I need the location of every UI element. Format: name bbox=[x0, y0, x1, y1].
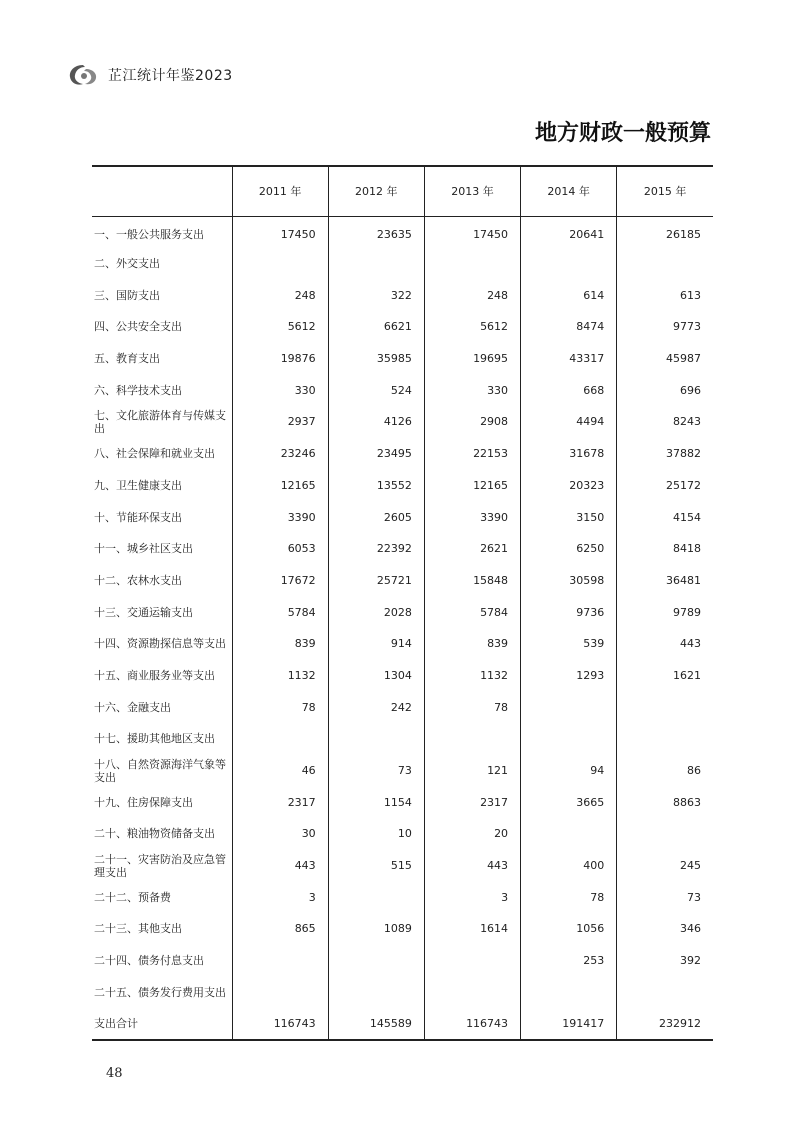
table-cell: 400 bbox=[521, 850, 617, 882]
table-cell: 2621 bbox=[424, 533, 520, 565]
row-label: 四、公共安全支出 bbox=[94, 320, 182, 334]
table-cell: 2317 bbox=[232, 786, 328, 818]
table-cell: 3665 bbox=[521, 786, 617, 818]
row-label: 十六、金融支出 bbox=[94, 700, 171, 714]
table-cell: 73 bbox=[617, 881, 713, 913]
table-cell bbox=[328, 977, 424, 1009]
table-cell: 25172 bbox=[617, 470, 713, 502]
table-row bbox=[92, 786, 713, 818]
table-cell: 248 bbox=[232, 279, 328, 311]
row-label: 十九、住房保障支出 bbox=[94, 795, 193, 809]
table-row bbox=[92, 755, 713, 787]
row-label: 七、文化旅游体育与传媒支出 bbox=[94, 408, 226, 435]
table-row bbox=[92, 660, 713, 692]
table-cell: 3150 bbox=[521, 501, 617, 533]
table-row bbox=[92, 311, 713, 343]
table-cell: 45987 bbox=[617, 343, 713, 375]
table-row bbox=[92, 279, 713, 311]
column-header: 2013 年 bbox=[424, 166, 520, 216]
table-row bbox=[92, 374, 713, 406]
row-label: 十、节能环保支出 bbox=[94, 510, 182, 524]
table-row bbox=[92, 406, 713, 438]
table-cell: 1056 bbox=[521, 913, 617, 945]
row-label: 八、社会保障和就业支出 bbox=[94, 447, 215, 461]
table-cell: 9773 bbox=[617, 311, 713, 343]
table-cell: 78 bbox=[521, 881, 617, 913]
table-row bbox=[92, 881, 713, 913]
table-cell bbox=[617, 723, 713, 755]
row-label: 二十三、其他支出 bbox=[94, 922, 182, 936]
table-cell bbox=[521, 248, 617, 280]
table-cell bbox=[617, 248, 713, 280]
table-cell bbox=[424, 945, 520, 977]
table-cell: 4126 bbox=[328, 406, 424, 438]
table-cell: 5612 bbox=[232, 311, 328, 343]
table-cell: 914 bbox=[328, 628, 424, 660]
table-cell: 6621 bbox=[328, 311, 424, 343]
table-cell: 232912 bbox=[617, 1008, 713, 1040]
table-cell: 78 bbox=[424, 691, 520, 723]
table-cell: 1089 bbox=[328, 913, 424, 945]
table-cell bbox=[424, 248, 520, 280]
table-cell bbox=[617, 977, 713, 1009]
table-cell: 1154 bbox=[328, 786, 424, 818]
table-cell: 443 bbox=[232, 850, 328, 882]
table-row bbox=[92, 438, 713, 470]
table-cell bbox=[521, 691, 617, 723]
table-cell: 539 bbox=[521, 628, 617, 660]
row-label: 二十一、灾害防治及应急管理支出 bbox=[94, 852, 226, 879]
table-cell: 37882 bbox=[617, 438, 713, 470]
row-label: 六、科学技术支出 bbox=[94, 383, 182, 397]
table-cell: 1132 bbox=[424, 660, 520, 692]
table-cell bbox=[521, 818, 617, 850]
table-cell: 20 bbox=[424, 818, 520, 850]
table-cell: 865 bbox=[232, 913, 328, 945]
table-cell bbox=[328, 945, 424, 977]
row-label: 支出合计 bbox=[92, 1008, 232, 1040]
row-label: 二十二、预备费 bbox=[94, 890, 171, 904]
table-cell: 6250 bbox=[521, 533, 617, 565]
table-cell: 5784 bbox=[232, 596, 328, 628]
table-cell: 15848 bbox=[424, 565, 520, 597]
table-cell: 30 bbox=[232, 818, 328, 850]
table-cell: 5784 bbox=[424, 596, 520, 628]
table-row bbox=[92, 501, 713, 533]
table-row bbox=[92, 691, 713, 723]
row-label: 十五、商业服务业等支出 bbox=[94, 668, 215, 682]
table-cell: 9789 bbox=[617, 596, 713, 628]
table-cell: 3 bbox=[232, 881, 328, 913]
table-cell: 2908 bbox=[424, 406, 520, 438]
table-cell: 17672 bbox=[232, 565, 328, 597]
table-cell: 22392 bbox=[328, 533, 424, 565]
table-row bbox=[92, 977, 713, 1009]
row-label: 十四、资源勘探信息等支出 bbox=[94, 637, 226, 651]
table-cell: 2605 bbox=[328, 501, 424, 533]
table-cell: 35985 bbox=[328, 343, 424, 375]
table-cell: 20641 bbox=[521, 216, 617, 248]
table-cell: 2317 bbox=[424, 786, 520, 818]
row-label: 一、一般公共服务支出 bbox=[94, 227, 204, 241]
table-cell: 9736 bbox=[521, 596, 617, 628]
table-cell: 839 bbox=[232, 628, 328, 660]
row-label: 二十五、债务发行费用支出 bbox=[94, 985, 226, 999]
table-cell: 392 bbox=[617, 945, 713, 977]
table-cell: 4494 bbox=[521, 406, 617, 438]
table-cell: 2937 bbox=[232, 406, 328, 438]
table-cell: 8243 bbox=[617, 406, 713, 438]
table-cell bbox=[617, 818, 713, 850]
table-cell: 839 bbox=[424, 628, 520, 660]
row-label: 二、外交支出 bbox=[94, 257, 160, 271]
table-cell: 696 bbox=[617, 374, 713, 406]
table-cell: 443 bbox=[424, 850, 520, 882]
table-cell bbox=[424, 723, 520, 755]
table-cell bbox=[617, 691, 713, 723]
table-row bbox=[92, 723, 713, 755]
table-cell bbox=[521, 723, 617, 755]
table-row bbox=[92, 850, 713, 882]
table-cell: 73 bbox=[328, 755, 424, 787]
table-cell: 20323 bbox=[521, 470, 617, 502]
table-cell bbox=[232, 723, 328, 755]
table-cell: 116743 bbox=[232, 1008, 328, 1040]
table-cell: 330 bbox=[424, 374, 520, 406]
row-label: 十一、城乡社区支出 bbox=[94, 542, 193, 556]
table-cell: 12165 bbox=[424, 470, 520, 502]
table-cell: 121 bbox=[424, 755, 520, 787]
row-label: 二十、粮油物资储备支出 bbox=[94, 827, 215, 841]
table-cell: 2028 bbox=[328, 596, 424, 628]
table-cell: 253 bbox=[521, 945, 617, 977]
table-cell: 23495 bbox=[328, 438, 424, 470]
table-cell: 443 bbox=[617, 628, 713, 660]
table-row bbox=[92, 470, 713, 502]
table-cell: 19695 bbox=[424, 343, 520, 375]
table-cell: 145589 bbox=[328, 1008, 424, 1040]
table-cell: 248 bbox=[424, 279, 520, 311]
row-label: 五、教育支出 bbox=[94, 352, 160, 366]
table-cell: 613 bbox=[617, 279, 713, 311]
page-number: 48 bbox=[106, 1066, 123, 1081]
column-header bbox=[92, 166, 232, 216]
table-cell: 346 bbox=[617, 913, 713, 945]
table-cell: 30598 bbox=[521, 565, 617, 597]
table-cell: 6053 bbox=[232, 533, 328, 565]
table-cell: 36481 bbox=[617, 565, 713, 597]
table-row bbox=[92, 596, 713, 628]
table-cell: 26185 bbox=[617, 216, 713, 248]
table-cell bbox=[232, 945, 328, 977]
table-cell: 13552 bbox=[328, 470, 424, 502]
table-cell: 322 bbox=[328, 279, 424, 311]
table-cell: 8863 bbox=[617, 786, 713, 818]
page-title: 地方财政一般预算 bbox=[534, 120, 711, 146]
table-cell: 17450 bbox=[424, 216, 520, 248]
column-header: 2012 年 bbox=[328, 166, 424, 216]
table-cell: 1621 bbox=[617, 660, 713, 692]
table-cell bbox=[232, 248, 328, 280]
table-row bbox=[92, 216, 713, 248]
budget-table bbox=[92, 165, 713, 1041]
table-cell bbox=[328, 723, 424, 755]
row-label: 十八、自然资源海洋气象等支出 bbox=[94, 757, 226, 784]
row-label: 十三、交通运输支出 bbox=[94, 605, 193, 619]
table-cell: 3390 bbox=[232, 501, 328, 533]
table-cell: 3 bbox=[424, 881, 520, 913]
table-cell: 22153 bbox=[424, 438, 520, 470]
table-cell bbox=[521, 977, 617, 1009]
table-cell: 8474 bbox=[521, 311, 617, 343]
table-cell: 191417 bbox=[521, 1008, 617, 1040]
table-header-row bbox=[92, 166, 713, 216]
row-label: 九、卫生健康支出 bbox=[94, 478, 182, 492]
table-row bbox=[92, 248, 713, 280]
table-cell: 17450 bbox=[232, 216, 328, 248]
row-label: 二十四、债务付息支出 bbox=[94, 954, 204, 968]
table-cell: 116743 bbox=[424, 1008, 520, 1040]
table-cell: 78 bbox=[232, 691, 328, 723]
table-cell: 668 bbox=[521, 374, 617, 406]
table-row bbox=[92, 1008, 713, 1040]
table-body bbox=[92, 216, 713, 1040]
row-label: 十二、农林水支出 bbox=[94, 573, 182, 587]
table-row bbox=[92, 913, 713, 945]
table-cell bbox=[328, 248, 424, 280]
column-header: 2011 年 bbox=[232, 166, 328, 216]
column-header: 2015 年 bbox=[617, 166, 713, 216]
row-label: 三、国防支出 bbox=[94, 288, 160, 302]
budget-table-container bbox=[92, 165, 713, 1041]
table-cell: 3390 bbox=[424, 501, 520, 533]
table-cell: 245 bbox=[617, 850, 713, 882]
table-cell: 1304 bbox=[328, 660, 424, 692]
table-cell: 515 bbox=[328, 850, 424, 882]
book-title: 芷江统计年鉴2023 bbox=[108, 68, 233, 84]
table-cell bbox=[232, 977, 328, 1009]
table-cell: 4154 bbox=[617, 501, 713, 533]
table-cell: 1614 bbox=[424, 913, 520, 945]
table-row bbox=[92, 533, 713, 565]
yearbook-logo-icon bbox=[66, 62, 100, 88]
table-cell: 46 bbox=[232, 755, 328, 787]
table-cell: 86 bbox=[617, 755, 713, 787]
table-cell: 614 bbox=[521, 279, 617, 311]
table-cell: 19876 bbox=[232, 343, 328, 375]
table-cell: 25721 bbox=[328, 565, 424, 597]
table-cell: 12165 bbox=[232, 470, 328, 502]
table-row bbox=[92, 945, 713, 977]
table-cell: 23635 bbox=[328, 216, 424, 248]
table-cell: 524 bbox=[328, 374, 424, 406]
table-row bbox=[92, 343, 713, 375]
row-label: 十七、援助其他地区支出 bbox=[94, 732, 215, 746]
table-cell bbox=[424, 977, 520, 1009]
table-cell: 1293 bbox=[521, 660, 617, 692]
table-cell: 1132 bbox=[232, 660, 328, 692]
table-cell: 242 bbox=[328, 691, 424, 723]
table-cell bbox=[328, 881, 424, 913]
table-cell: 10 bbox=[328, 818, 424, 850]
column-header: 2014 年 bbox=[521, 166, 617, 216]
table-row bbox=[92, 628, 713, 660]
table-cell: 8418 bbox=[617, 533, 713, 565]
table-cell: 5612 bbox=[424, 311, 520, 343]
table-cell: 43317 bbox=[521, 343, 617, 375]
table-cell: 31678 bbox=[521, 438, 617, 470]
table-cell: 23246 bbox=[232, 438, 328, 470]
table-row bbox=[92, 818, 713, 850]
table-row bbox=[92, 565, 713, 597]
table-cell: 330 bbox=[232, 374, 328, 406]
table-cell: 94 bbox=[521, 755, 617, 787]
page-header bbox=[66, 60, 233, 90]
